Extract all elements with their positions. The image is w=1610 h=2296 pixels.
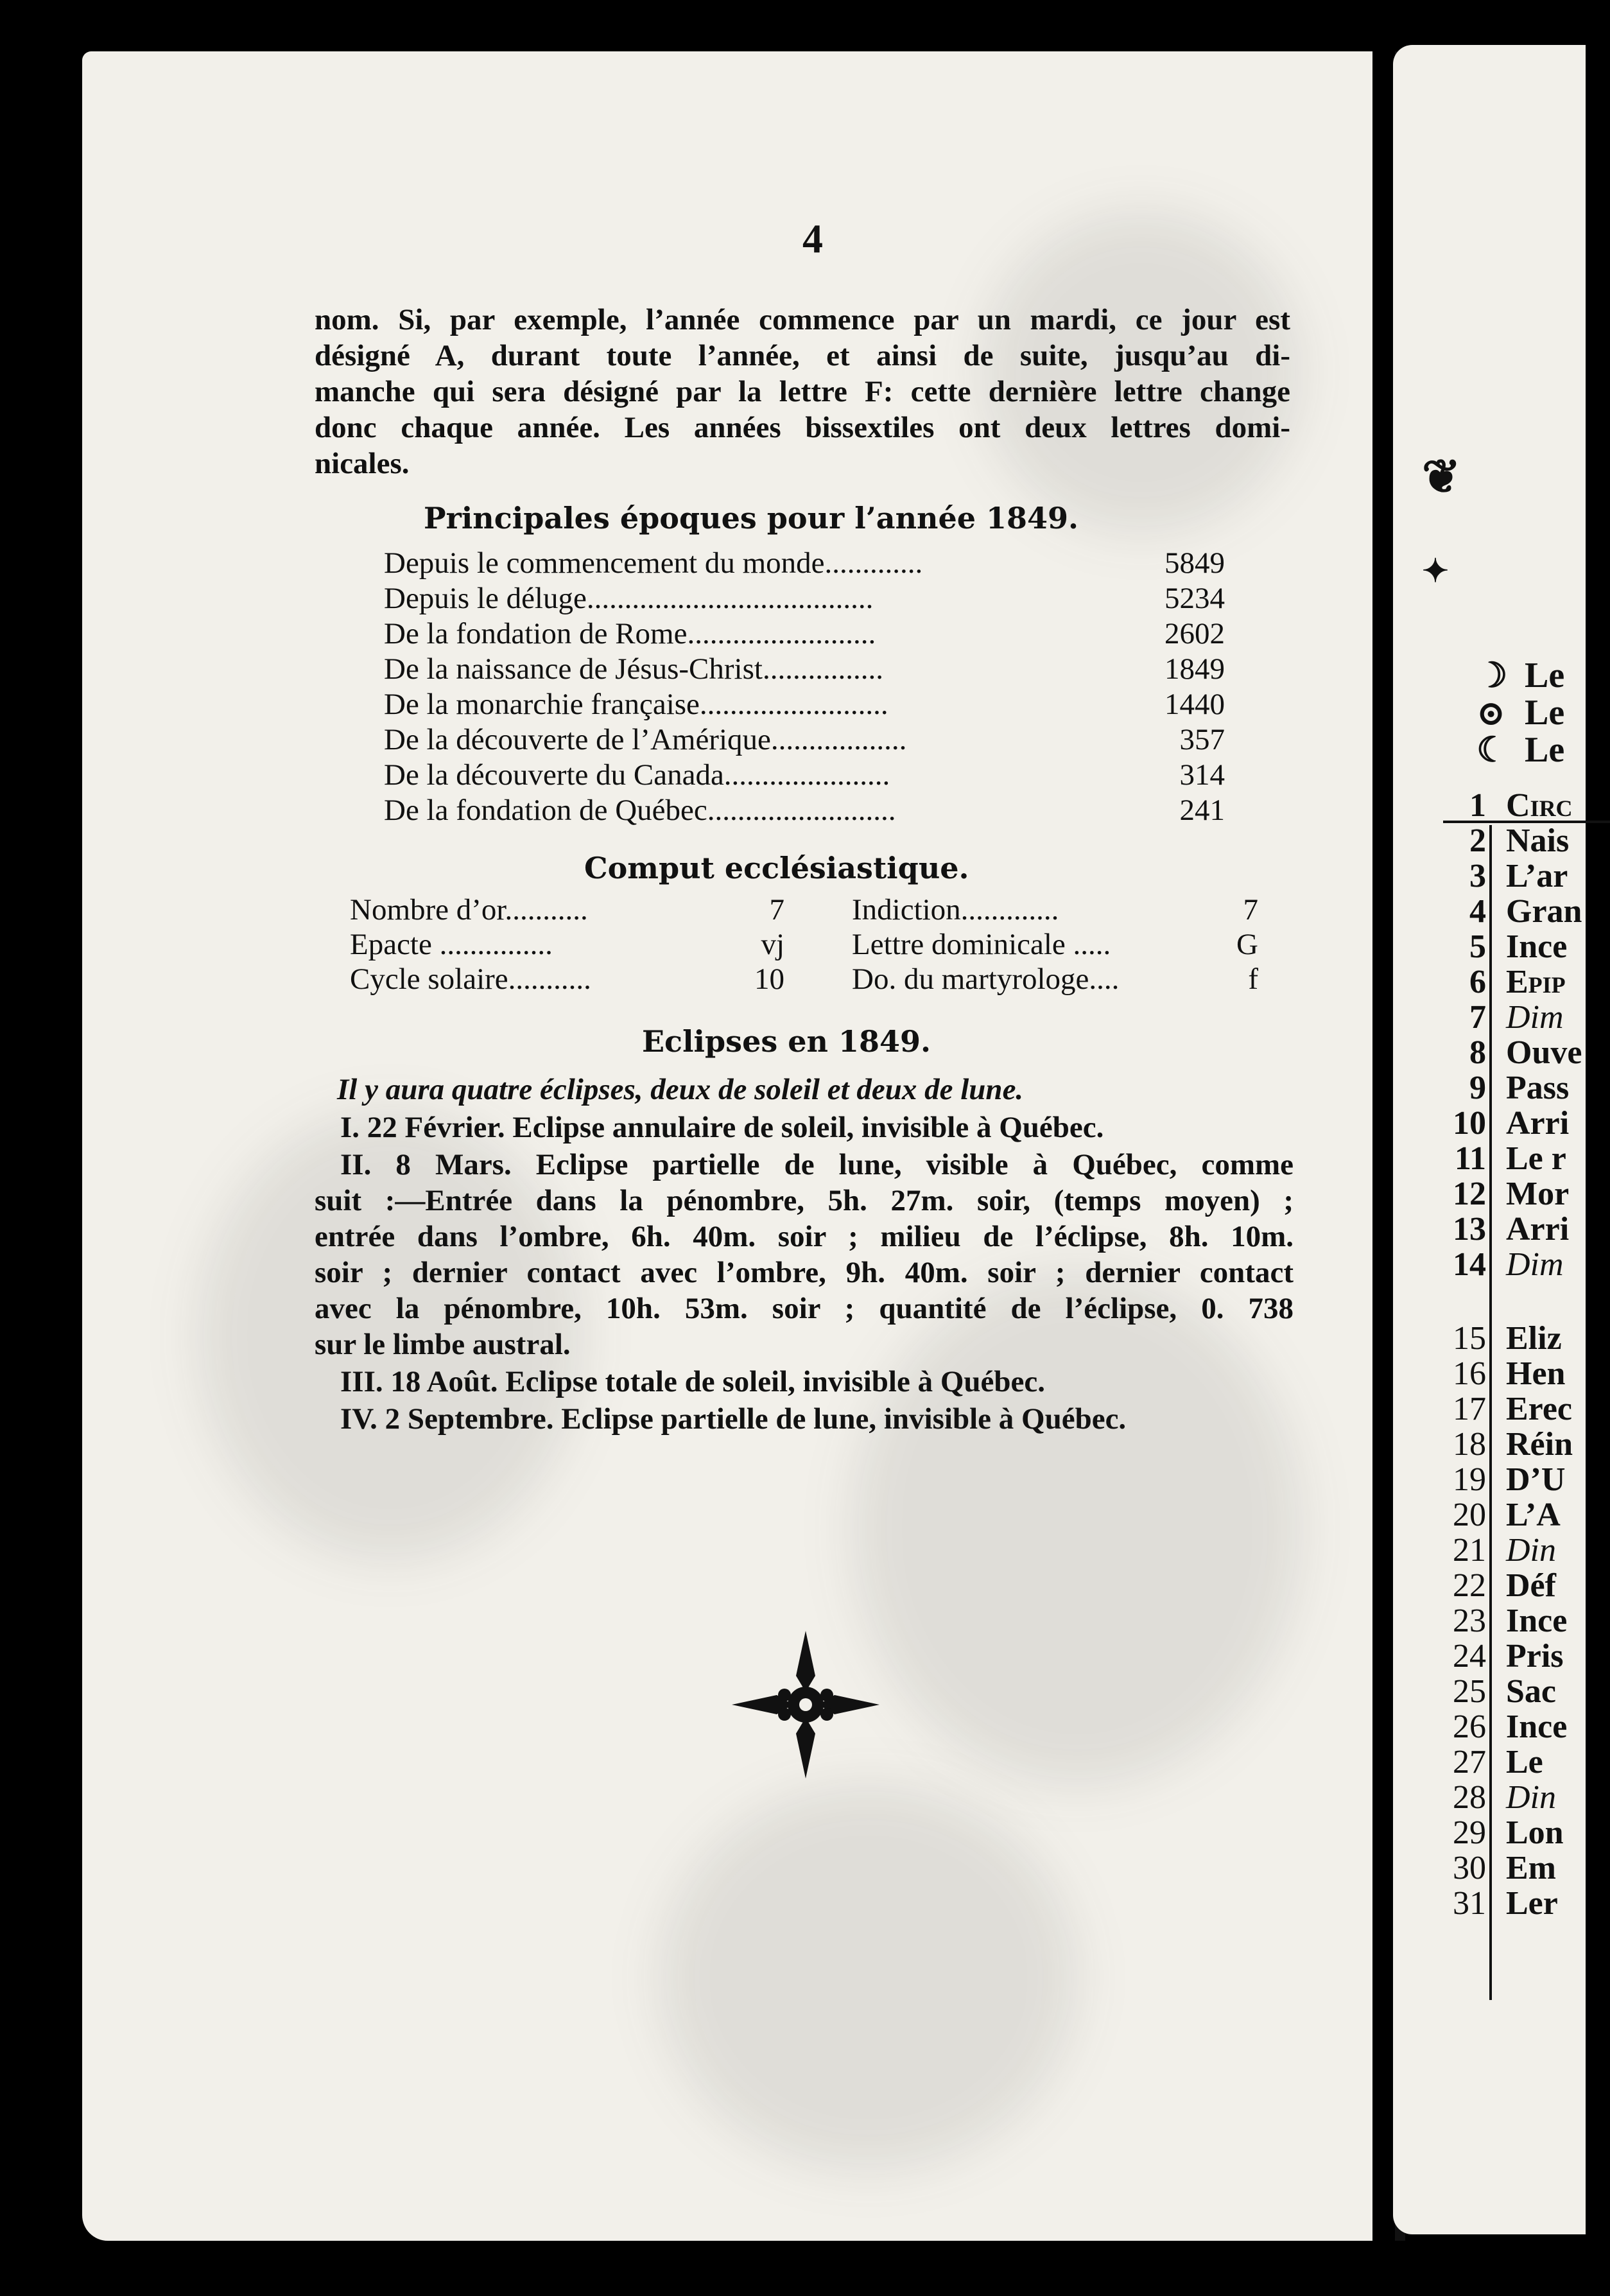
calendar-day-entry: Eliz [1506,1320,1562,1357]
calendar-day-number: 5 [1469,928,1486,965]
calendar-day-entry: Lon [1506,1814,1564,1851]
calendar-day-number: 3 [1469,858,1486,894]
epoch-row [384,793,1225,828]
calendar-day-number: 8 [1469,1034,1486,1071]
eclipse-line: IV. 2 Septembre. Eclipse partielle de lune, invisible à Québec. [340,1402,1127,1436]
eclipse-item [315,1147,1294,1362]
calendar-day-number: 30 [1453,1850,1486,1886]
epoch-value: 314 [1179,758,1225,792]
calendar-day-number: 11 [1454,1140,1486,1177]
epoch-row [384,687,1225,722]
calendar-day-number: 23 [1453,1603,1486,1639]
calendar-day-entry: Ler [1506,1885,1558,1922]
epoch-value: 5234 [1164,582,1225,615]
epoch-row [384,722,1225,757]
calendar-day-number: 27 [1453,1744,1486,1780]
calendar-day-number: 28 [1453,1779,1486,1816]
calendar-day-number: 16 [1453,1355,1486,1392]
comput-label: Cycle solaire........... [350,962,591,996]
eclipse-item [315,1401,1294,1437]
calendar-day-number: 6 [1469,964,1486,1000]
comput-value: 7 [769,893,784,926]
calendar-day-entry: Ince [1506,1709,1568,1745]
calendar-day-entry: Le r [1506,1140,1566,1177]
epoch-value: 2602 [1164,617,1225,650]
calendar-day-entry: Réin [1506,1426,1573,1463]
page-number: 4 [802,216,823,261]
comput-label: Do. du martyrologe.... [852,962,1120,996]
epoch-label: De la découverte de l’Amérique.................. [384,723,907,756]
epoch-label: De la fondation de Rome......................... [384,617,876,650]
epoch-row [384,546,1225,580]
calendar-day-entry: Din [1506,1532,1556,1569]
eclipse-line: III. 18 Août. Eclipse totale de soleil, invisible à Québec. [340,1365,1046,1398]
facing-ornament-icon: ❦ [1422,451,1461,503]
calendar-day-entry: Arri [1506,1211,1570,1248]
calendar-day-number: 26 [1453,1709,1486,1745]
calendar-day-number: 25 [1453,1673,1486,1710]
comput-value: vj [761,928,784,961]
calendar-day-number: 4 [1469,893,1486,930]
eclipse-line: entrée dans l’ombre, 6h. 40m. soir ; milieu de l’éclipse, 8h. 10m. [315,1220,1294,1253]
eclipse-line: I. 22 Février. Eclipse annulaire de soleil, invisible à Québec. [340,1111,1104,1144]
calendar-day-entry: Dim [1506,1246,1564,1283]
intro-line: manche qui sera désigné par la lettre F: cette dernière lettre change [315,375,1290,408]
calendar-day-entry: Gran [1506,893,1582,930]
calendar-day-entry: Ouve [1506,1034,1582,1071]
moon-phase-label: Le [1525,656,1565,695]
calendar-day-entry: D’U [1506,1461,1566,1498]
calendar-day-number: 15 [1453,1320,1486,1357]
calendar-day-entry: L’A [1506,1497,1561,1533]
calendar-day-entry: Ince [1506,928,1568,965]
epoch-label: Depuis le déluge...................................... [384,582,874,615]
calendar-day-number: 18 [1453,1426,1486,1463]
calendar-day-number: 7 [1469,999,1486,1036]
epoch-value: 5849 [1164,546,1225,580]
comput-label: Indiction............. [852,893,1059,926]
calendar-day-number: 22 [1453,1567,1486,1604]
epoch-value: 241 [1179,794,1225,827]
epoch-row [384,652,1225,686]
calendar-day-entry: Mor [1506,1176,1570,1212]
intro-line: nicales. [315,447,410,480]
calendar-day-number: 20 [1453,1497,1486,1533]
calendar-day-entry: Arri [1506,1105,1570,1142]
intro-line: nom. Si, par exemple, l’année commence par un mardi, ce jour est [315,303,1290,336]
epoch-value: 1440 [1164,688,1225,721]
epoch-value: 357 [1179,723,1225,756]
calendar-day-entry: Erec [1506,1391,1572,1427]
calendar-day-number: 21 [1453,1532,1486,1569]
eclipse-line: suit :—Entrée dans la pénombre, 5h. 27m. soir, (temps moyen) ; [315,1184,1294,1217]
eclipse-line: II. 8 Mars. Eclipse partielle de lune, visible à Québec, comme [340,1148,1294,1181]
comput-label: Lettre dominicale ..... [852,928,1111,961]
epoch-label: De la naissance de Jésus-Christ................ [384,652,883,686]
moon-phase-icon: ☾ [1476,731,1508,769]
calendar-day-number: 19 [1453,1461,1486,1498]
epoch-label: De la découverte du Canada...................... [384,758,890,792]
eclipse-line: soir ; dernier contact avec l’ombre, 9h. 40m. soir ; dernier contact [315,1256,1294,1289]
moon-phase-label: Le [1525,693,1565,733]
moon-phase-icon: ☽ [1476,656,1508,695]
calendar-day-entry: Nais [1506,822,1570,859]
facing-ornament-icon: ✦ [1422,553,1449,589]
calendar-day-entry: Dim [1506,999,1564,1036]
eclipse-item [315,1109,1294,1145]
epoch-row [384,758,1225,792]
calendar-day-entry: Pass [1506,1070,1570,1106]
epoch-label: De la fondation de Québec......................... [384,794,896,827]
eclipses-heading: Eclipses en 1849. [642,1024,931,1059]
calendar-day-number: 24 [1453,1638,1486,1674]
epoch-label: Depuis le commencement du monde............. [384,546,923,580]
eclipse-line: avec la pénombre, 10h. 53m. soir ; quantité de l’éclipse, 0. 738 [315,1292,1294,1325]
calendar-day-number: 13 [1453,1211,1486,1248]
epoch-label: De la monarchie française......................... [384,688,888,721]
facing-column-rule [1489,825,1492,2000]
calendar-day-entry: Pris [1506,1638,1564,1674]
calendar-day-number: 12 [1453,1176,1486,1212]
epoch-row [384,616,1225,651]
moon-phase-icon: ⊙ [1476,694,1506,733]
eclipse-line: sur le limbe austral. [315,1328,571,1361]
fleuron-ornament-icon [732,1631,879,1779]
calendar-day-number: 1 [1469,787,1486,824]
calendar-day-number: 31 [1453,1885,1486,1922]
calendar-day-number: 17 [1453,1391,1486,1427]
calendar-day-entry: Sac [1506,1673,1556,1710]
calendar-day-entry: Le [1506,1744,1543,1780]
calendar-day-number: 29 [1453,1814,1486,1851]
calendar-day-entry: Ince [1506,1603,1568,1639]
intro-paragraph [315,302,1290,482]
comput-value: 10 [754,962,784,996]
eclipses-subtitle: Il y aura quatre éclipses, deux de soleil et deux de lune. [337,1073,1024,1106]
eclipse-item [315,1364,1294,1400]
calendar-day-entry: L’ar [1506,858,1568,894]
comput-label: Nombre d’or........... [350,893,588,926]
intro-line: désigné A, durant toute l’année, et ainsi de suite, jusqu’au di- [315,339,1290,372]
calendar-day-number: 14 [1453,1246,1486,1283]
comput-heading: Comput ecclésiastique. [584,851,969,885]
calendar-day-entry: Circ [1506,787,1573,824]
calendar-day-entry: Epip [1506,964,1566,1000]
calendar-day-number: 9 [1469,1070,1486,1106]
moon-phase-label: Le [1525,730,1565,770]
calendar-day-entry: Déf [1506,1567,1556,1604]
calendar-day-entry: Hen [1506,1355,1566,1392]
epoch-row [384,581,1225,616]
calendar-day-number: 2 [1469,822,1486,859]
comput-value: 7 [1243,893,1258,926]
epochs-heading: Principales époques pour l’année 1849. [424,501,1079,535]
epoch-value: 1849 [1164,652,1225,686]
comput-value: G [1236,928,1258,961]
intro-line: donc chaque année. Les années bissextiles ont deux lettres domi- [315,411,1290,444]
comput-label: Epacte ............... [350,928,553,961]
calendar-day-entry: Em [1506,1850,1556,1886]
comput-value: f [1248,962,1258,996]
calendar-day-number: 10 [1453,1105,1486,1142]
calendar-day-entry: Din [1506,1779,1556,1816]
